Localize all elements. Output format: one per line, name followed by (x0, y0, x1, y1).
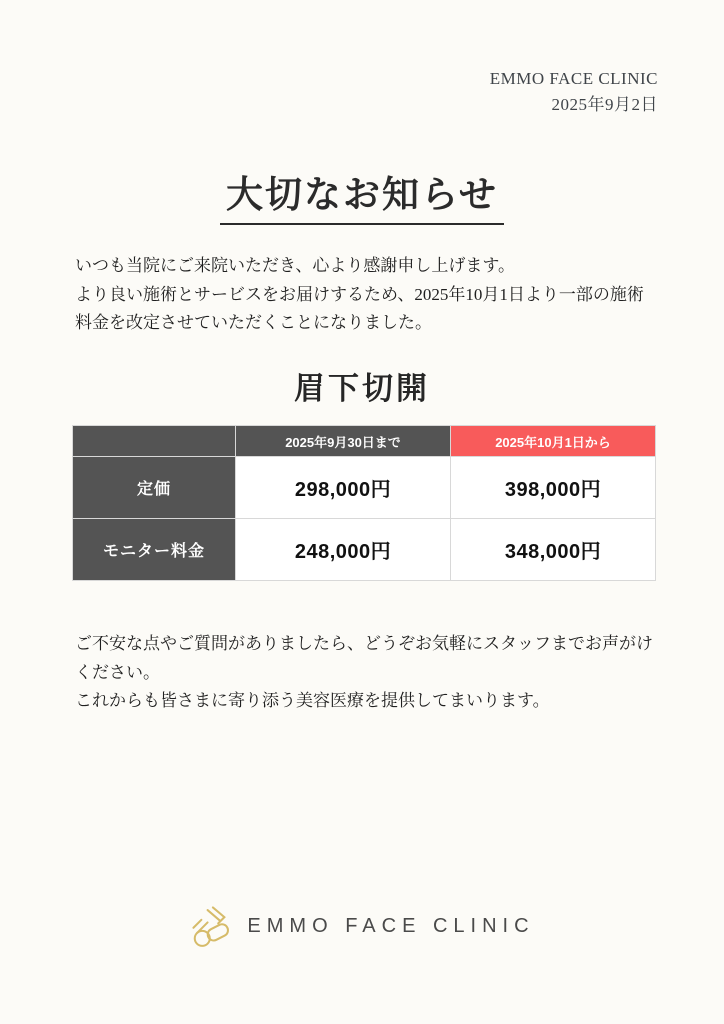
price-table (72, 425, 656, 581)
row-label-monitor: モニター料金 (73, 519, 236, 581)
title-wrap (0, 164, 724, 225)
header-cell-before: 2025年9月30日まで (236, 426, 451, 457)
letterhead (490, 66, 658, 119)
letterhead-clinic-name: EMMO FACE CLINIC (489, 69, 658, 88)
price-regular-after: 398,000円 (451, 457, 656, 519)
header-cell-after: 2025年10月1日から (451, 426, 656, 457)
header-cell-blank (73, 426, 236, 457)
emmo-logo-mark-icon (189, 901, 235, 951)
intro-line-1: いつも当院にご来院いただき、心より感謝申し上げます。 (75, 256, 515, 275)
table-row-monitor-price (73, 519, 656, 581)
footer-logo (0, 901, 724, 951)
price-table-header-row (73, 426, 656, 457)
price-monitor-before: 248,000円 (236, 519, 451, 581)
letterhead-date: 2025年9月2日 (551, 95, 658, 115)
closing-line-1: ご不安な点やご質問がありましたら、どうぞお気軽にスタッフまでお声がけください。 (75, 634, 653, 682)
price-monitor-after: 348,000円 (451, 519, 656, 581)
price-regular-before: 298,000円 (236, 457, 451, 519)
intro-line-2: より良い施術とサービスをお届けするため、2025年10月1日より一部の施術料金を改定させていただくことになりました。 (75, 284, 644, 333)
closing-paragraph (75, 630, 656, 716)
page-title: 大切なお知らせ (220, 164, 504, 225)
intro-paragraph (75, 252, 656, 338)
closing-line-2: これからも皆さまに寄り添う美容医療を提供してまいります。 (75, 691, 550, 711)
table-row-regular-price (73, 457, 656, 519)
section-title: 眉下切開 (294, 371, 430, 406)
row-label-regular: 定価 (73, 457, 236, 519)
footer-logo-text: EMMO FACE CLINIC (247, 914, 535, 937)
